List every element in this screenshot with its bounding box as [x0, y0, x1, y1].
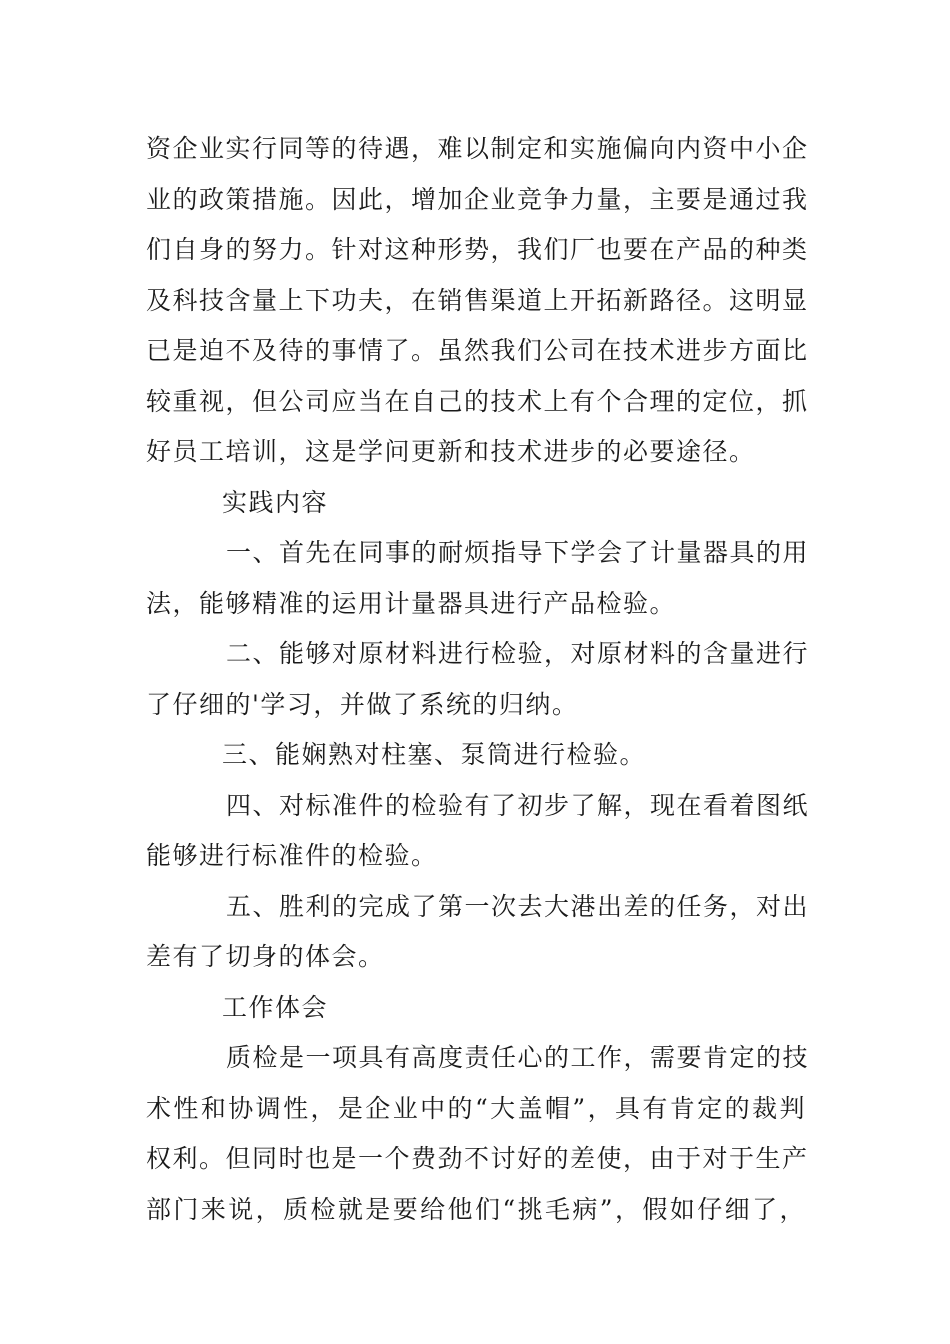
list-item-line: 差有了切身的体会。 — [146, 942, 385, 971]
paragraph-line: 质检是一项具有高度责任心的工作，需要肯定的技 — [226, 1043, 810, 1072]
paragraph-line: 部门来说，质检就是要给他们“挑毛病”，假如仔细了， — [146, 1194, 806, 1224]
paragraph-line: 资企业实行同等的待遇，难以制定和实施偏向内资中小企 — [146, 134, 809, 163]
list-item-line: 二、能够对原材料进行检验，对原材料的含量进行 — [226, 639, 810, 668]
paragraph-line: 权利。但同时也是一个费劲不讨好的差使，由于对于生产 — [146, 1144, 809, 1173]
list-item-line: 法，能够精准的运用计量器具进行产品检验。 — [146, 588, 677, 618]
paragraph-line: 较重视，但公司应当在自己的技术上有个合理的定位，抓 — [146, 386, 809, 416]
paragraph-line: 术性和协调性，是企业中的“大盖帽”，具有肯定的裁判 — [146, 1093, 806, 1123]
list-item-line: 三、能娴熟对柱塞、泵筒进行检验。 — [222, 740, 647, 769]
list-item-line: 一、首先在同事的耐烦指导下学会了计量器具的用 — [226, 538, 810, 567]
list-item-line: 四、对标准件的检验有了初步了解，现在看着图纸 — [226, 790, 810, 820]
paragraph-line: 们自身的努力。针对这种形势，我们厂也要在产品的种类 — [146, 235, 809, 264]
paragraph-line: 业的政策措施。因此，增加企业竞争力量，主要是通过我 — [146, 184, 809, 214]
paragraph-line: 及科技含量上下功夫，在销售渠道上开拓新路径。这明显 — [146, 285, 809, 315]
section-heading: 工作体会 — [222, 992, 329, 1022]
document-body — [146, 124, 810, 1235]
section-heading: 实践内容 — [222, 487, 329, 517]
list-item-line: 了仔细的'学习，并做了系统的归纳。 — [146, 689, 579, 719]
paragraph-line: 已是迫不及待的事情了。虽然我们公司在技术进步方面比 — [146, 336, 809, 365]
list-item-line: 五、胜利的完成了第一次去大港出差的任务，对出 — [226, 891, 810, 921]
list-item-line: 能够进行标准件的检验。 — [146, 841, 438, 870]
paragraph-line: 好员工培训，这是学问更新和技术进步的必要途径。 — [146, 437, 756, 466]
